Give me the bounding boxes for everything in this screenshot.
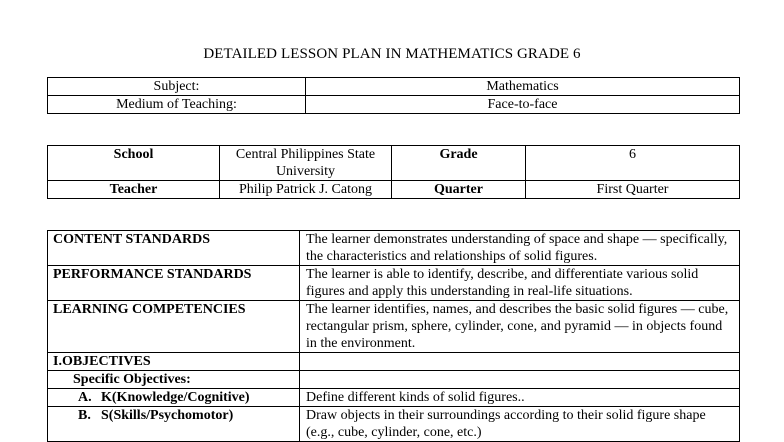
table-row — [48, 78, 740, 96]
lesson-plan-table — [47, 230, 740, 442]
content-standards-label: CONTENT STANDARDS — [48, 231, 300, 266]
subject-label: Subject: — [48, 78, 306, 96]
teacher-value: Philip Patrick J. Catong — [220, 181, 392, 199]
specific-objectives-value — [300, 371, 740, 389]
subject-info-table — [47, 77, 740, 114]
table-row — [48, 231, 740, 266]
subject-value: Mathematics — [306, 78, 740, 96]
list-number: A. — [78, 390, 92, 405]
skills-objective-label — [48, 407, 300, 442]
grade-value: 6 — [526, 146, 740, 181]
table-row — [48, 181, 740, 199]
table-row — [48, 96, 740, 114]
grade-label: Grade — [392, 146, 526, 181]
performance-standards-value: The learner is able to identify, describe, and differentiate various solid figures and apply this understanding in real-life situations. — [300, 266, 740, 301]
school-label: School — [48, 146, 220, 181]
table-row — [48, 407, 740, 442]
specific-objectives-label: Specific Objectives: — [48, 371, 300, 389]
table-row — [48, 266, 740, 301]
medium-label: Medium of Teaching: — [48, 96, 306, 114]
performance-standards-label: PERFORMANCE STANDARDS — [48, 266, 300, 301]
teacher-label: Teacher — [48, 181, 220, 199]
table-row — [48, 371, 740, 389]
knowledge-label-text: K(Knowledge/Cognitive) — [101, 390, 250, 405]
learning-competencies-value: The learner identifies, names, and describes the basic solid figures — cube, rectangular prism, sphere, cylinder, cone, and pyramid — in objects found in the environment. — [300, 301, 740, 353]
learning-competencies-label: LEARNING COMPETENCIES — [48, 301, 300, 353]
skills-objective-value: Draw objects in their surroundings according to their solid figure shape (e.g., cube, cylinder, cone, etc.) — [300, 407, 740, 442]
school-info-table — [47, 145, 740, 199]
table-row — [48, 301, 740, 353]
objectives-value — [300, 353, 740, 371]
knowledge-objective-value: Define different kinds of solid figures.. — [300, 389, 740, 407]
medium-value: Face-to-face — [306, 96, 740, 114]
quarter-value: First Quarter — [526, 181, 740, 199]
table-row — [48, 353, 740, 371]
knowledge-objective-label — [48, 389, 300, 407]
objectives-label: I.OBJECTIVES — [48, 353, 300, 371]
quarter-label: Quarter — [392, 181, 526, 199]
content-standards-value: The learner demonstrates understanding of space and shape — specifically, the characteristics and relationships of solid figures. — [300, 231, 740, 266]
document-title: DETAILED LESSON PLAN IN MATHEMATICS GRADE 6 — [203, 46, 581, 62]
list-number: B. — [78, 408, 91, 423]
table-row — [48, 389, 740, 407]
table-row — [48, 146, 740, 181]
skills-label-text: S(Skills/Psychomotor) — [101, 408, 234, 423]
school-value: Central Philippines State University — [220, 146, 392, 181]
